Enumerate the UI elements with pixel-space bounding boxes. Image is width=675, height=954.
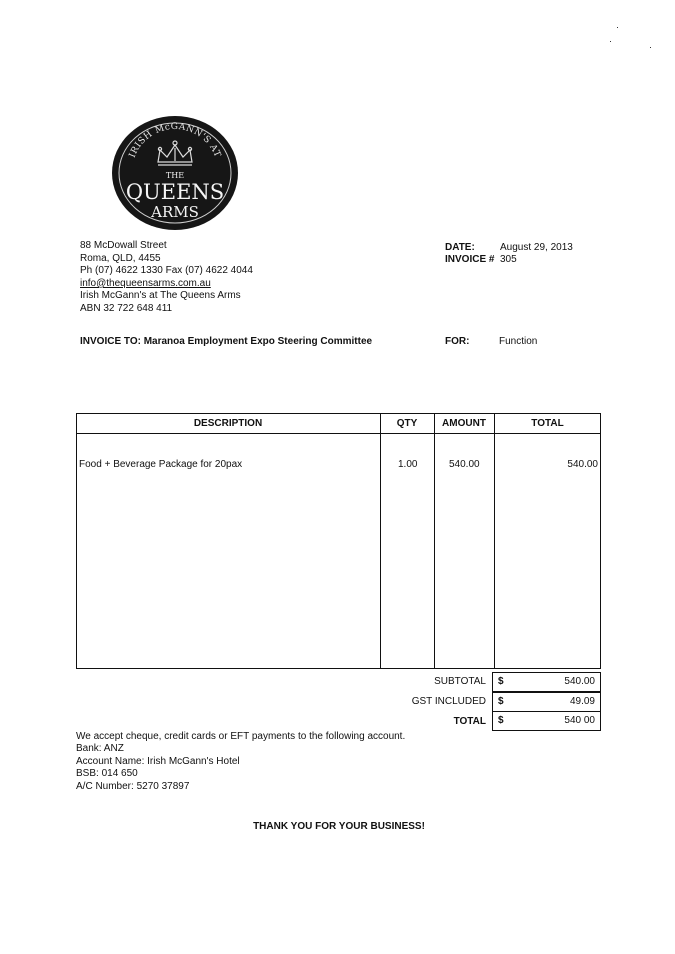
header-amount: AMOUNT	[442, 418, 486, 429]
for-value: Function	[499, 336, 538, 347]
street: 88 McDowall Street	[80, 240, 167, 251]
currency-symbol: $	[498, 715, 504, 726]
gst-label: GST INCLUDED	[411, 696, 486, 707]
svg-text:QUEENS: QUEENS	[125, 180, 225, 204]
invoice-number-value: 305	[500, 254, 517, 265]
svg-text:THE: THE	[165, 171, 185, 180]
city: Roma, QLD, 4455	[80, 252, 161, 264]
gst-box	[492, 692, 601, 712]
bank-name: Bank: ANZ	[76, 743, 124, 755]
invoice-number-label: INVOICE #	[445, 254, 495, 265]
scan-speck	[617, 27, 618, 28]
total-label: TOTAL	[453, 716, 486, 727]
currency-symbol: $	[498, 696, 504, 707]
queens-arms-logo	[110, 114, 240, 232]
total-value: 540 00	[564, 715, 595, 726]
date-label: DATE:	[445, 242, 475, 253]
total-box	[492, 711, 601, 731]
for-label: FOR:	[445, 336, 470, 347]
subtotal-value: 540.00	[564, 676, 595, 687]
header-total: TOTAL	[531, 418, 564, 429]
subtotal-label: SUBTOTAL	[434, 676, 486, 687]
header-qty: QTY	[396, 418, 418, 429]
table-header-divider	[76, 433, 601, 434]
account-number: A/C Number: 5270 37897	[76, 780, 190, 792]
column-divider	[380, 413, 381, 669]
svg-text:IRISH McGANN'S AT: IRISH McGANN'S AT	[127, 121, 223, 160]
row-total: 540.00	[567, 459, 598, 470]
date-value: August 29, 2013	[500, 242, 573, 253]
business-address	[80, 240, 253, 316]
account-name: Account Name: Irish McGann's Hotel	[76, 755, 240, 767]
row-amount: 540.00	[449, 459, 480, 470]
currency-symbol: $	[498, 676, 504, 687]
svg-text:ARMS: ARMS	[151, 203, 199, 221]
row-description: Food + Beverage Package for 20pax	[79, 459, 243, 470]
thank-you-message: THANK YOU FOR YOUR BUSINESS!	[253, 821, 425, 832]
row-qty: 1.00	[398, 459, 418, 470]
gst-value: 49.09	[569, 696, 595, 707]
bsb: BSB: 014 650	[76, 768, 138, 780]
abn: ABN 32 722 648 411	[80, 302, 173, 314]
payment-info	[76, 731, 405, 793]
scan-speck	[650, 47, 651, 48]
subtotal-box	[492, 672, 601, 692]
scan-speck	[610, 41, 611, 42]
invoice-to: INVOICE TO: Maranoa Employment Expo Steering Committee	[80, 336, 373, 347]
header-description: DESCRIPTION	[193, 418, 263, 429]
column-divider	[434, 413, 435, 669]
column-divider	[494, 413, 495, 669]
email-link[interactable]: info@thequeensarms.com.au	[80, 277, 211, 289]
trading-name: Irish McGann's at The Queens Arms	[80, 290, 241, 302]
line-items-table	[76, 413, 601, 669]
payment-intro: We accept cheque, credit cards or EFT payments to the following account.	[76, 731, 406, 742]
phone-fax: Ph (07) 4622 1330 Fax (07) 4622 4044	[80, 265, 253, 277]
